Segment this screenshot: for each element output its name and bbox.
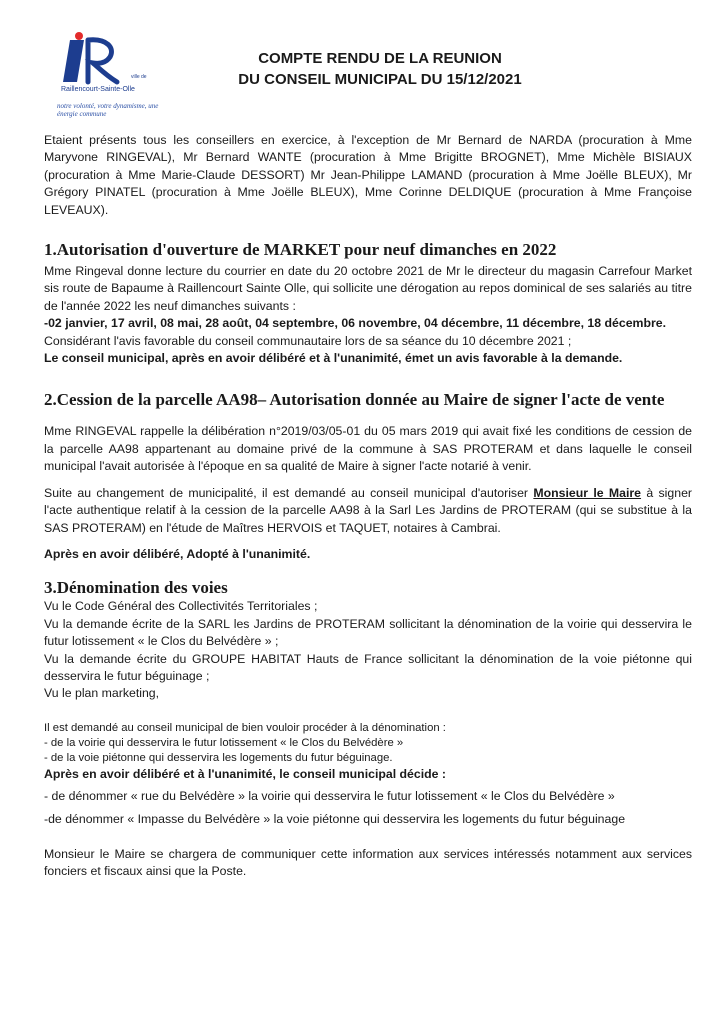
section3-considerations (44, 598, 692, 702)
section2-paragraph2-end: à signer l'acte authentique relatif à la cession de la parcelle AA98 à la Sarl Les Jardins de PROTERAM (qui se substitue à la SAS PROTERAM) en l'étude de Maîtres HERVOIS et TAQUET, notaires à Cambrai. (44, 485, 693, 535)
section2-paragraph2-start: Suite au changement de municipalité, il est demandé au conseil municipal d'autoriser (44, 485, 534, 500)
section1-consideration: Considérant l'avis favorable du conseil communautaire lors de sa séance du 10 décembre 2021 ; (44, 333, 572, 348)
section3-vu-cgct: Vu le Code Général des Collectivités Territoriales ; (44, 599, 318, 614)
section2-mayor-emphasis: Monsieur le Maire (533, 485, 642, 500)
report-body (44, 132, 692, 881)
page-title (200, 48, 560, 90)
page-title-line2: DU CONSEIL MUNICIPAL DU 15/12/2021 (238, 71, 522, 88)
commune-logo (55, 30, 175, 125)
section3-vu-proteram: Vu la demande écrite de la SARL les Jardins de PROTERAM sollicitant la dénomination de la voirie qui desservira le futur lotissement « le Clos du Belvédère » ; (44, 616, 692, 649)
section3-decision: Après en avoir délibéré et à l'unanimité, le conseil municipal décide : (44, 766, 447, 781)
section3-decide-rue: - de dénommer « rue du Belvédère » la voirie qui desservira le futur lotissement « le Clos du Belvédère » (44, 789, 615, 804)
logo-ville-de: ville de (131, 74, 147, 80)
section3-item-voirie: - de la voirie qui desservira le futur lotissement « le Clos du Belvédère » (44, 736, 404, 749)
section1-title: 1.Autorisation d'ouverture de MARKET pour neuf dimanches en 2022 (44, 240, 557, 260)
page-title-line1: COMPTE RENDU DE LA REUNION (258, 50, 502, 67)
section2-paragraph2 (44, 485, 692, 537)
section1-paragraph: Mme Ringeval donne lecture du courrier en date du 20 octobre 2021 de Mr le directeur du magasin Carrefour Market sis route de Bapaume à Raillencourt Sainte Olle, qui sollicite une dérogation au repos dominical de ses salariés au titre de l'année 2022 les neuf dimanches suivants : (44, 264, 692, 313)
section3-request: Il est demandé au conseil municipal de bien vouloir procéder à la dénomination : (44, 721, 446, 734)
section3-item-voie: - de la voie piétonne qui desservira les logements du futur béguinage. (44, 751, 393, 764)
section1-dates: -02 janvier, 17 avril, 08 mai, 28 août, 04 septembre, 06 novembre, 04 décembre, 11 décembre, 18 décembre. (44, 316, 667, 331)
logo-slogan: notre volonté, votre dynamisme, une énergie commune (57, 102, 159, 118)
logo-commune-name: Raillencourt-Sainte-Olle (61, 86, 135, 93)
section2-title: 2.Cession de la parcelle AA98– Autorisation donnée au Maire de signer l'acte de vente (44, 390, 665, 410)
section3-vu-plan: Vu le plan marketing, (44, 686, 160, 701)
section3-decide-impasse: -de dénommer « Impasse du Belvédère » la voie piétonne qui desservira les logements du futur béguinage (44, 811, 626, 826)
section1-decision: Le conseil municipal, après en avoir délibéré et à l'unanimité, émet un avis favorable à la demande. (44, 351, 623, 366)
ir-logo-mark-icon (55, 30, 175, 90)
closing-paragraph: Monsieur le Maire se chargera de communiquer cette information aux services intéressés notamment aux services fonciers et fiscaux ainsi que la Poste. (44, 846, 692, 879)
section2-decision: Après en avoir délibéré, Adopté à l'unanimité. (44, 546, 311, 561)
section3-title: 3.Dénomination des voies (44, 578, 228, 598)
section2-paragraph1: Mme RINGEVAL rappelle la délibération n°2019/03/05-01 du 05 mars 2019 qui avait fixé les conditions de cession de la parcelle AA98 appartenant au domaine privé de la commune à SAS PROTERAM et dans laquelle le conseil municipal l'avait autorisée à l'époque en sa qualité de Maire à signer l'acte notarié à venir. (44, 424, 692, 474)
attendance-paragraph: Etaient présents tous les conseillers en exercice, à l'exception de Mr Bernard de NARDA (procuration à Mme Maryvone RINGEVAL), Mr Bernard WANTE (procuration à Mme Brigitte BROGNET), Mme Michèle BISIAUX (procuration à Mme Marie-Claude DESSORT) Mr Jean-Philippe LAMAND (procuration à Mme Joëlle BLEUX), Mr Grégory PINATEL (procuration à Mme Joëlle BLEUX), Mme Corinne DELDIQUE (procuration à Mme Françoise LEVEAUX). (44, 133, 692, 217)
section3-vu-habitat: Vu la demande écrite du GROUPE HABITAT Hauts de France sollicitant la dénomination de la voie piétonne qui desservira le futur béguinage ; (44, 651, 692, 683)
